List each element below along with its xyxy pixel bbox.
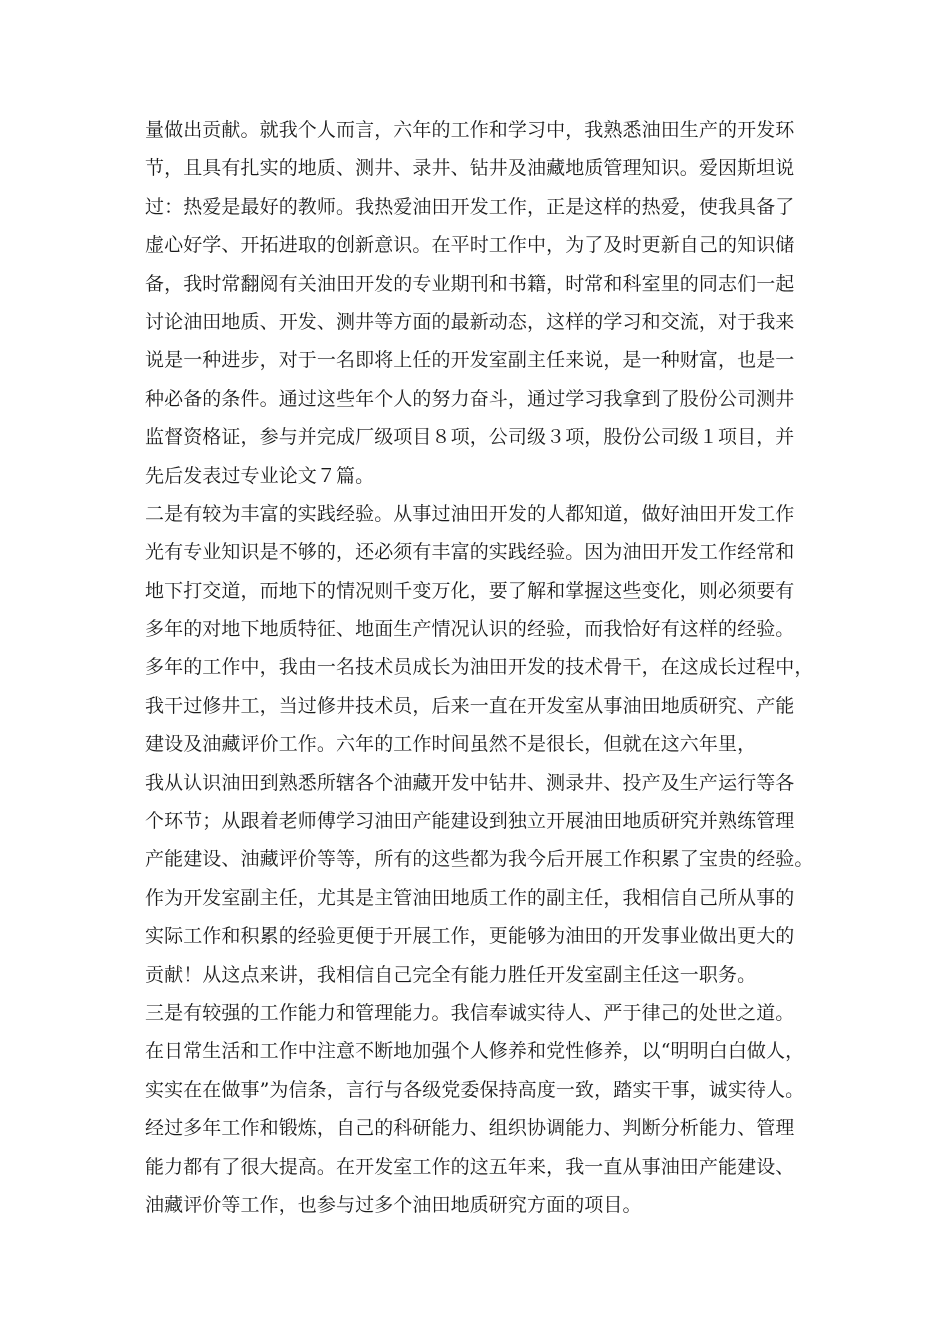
- text-line: 建设及油藏评价工作。六年的工作时间虽然不是很长，但就在这六年里，: [145, 733, 757, 756]
- text-line: 备，我时常翻阅有关油田开发的专业期刊和书籍，时常和科室里的同志们一起: [145, 272, 795, 295]
- text-line: 光有专业知识是不够的，还必须有丰富的实践经验。因为油田开发工作经常和: [145, 541, 795, 564]
- text-line: 经过多年工作和锻炼，自己的科研能力、组织协调能力、判断分析能力、管理: [145, 1117, 795, 1140]
- text-line: 我从认识油田到熟悉所辖各个油藏开发中钻井、测录井、投产及生产运行等各: [145, 771, 795, 794]
- text-line: 地下打交道，而地下的情况则千变万化，要了解和掌握这些变化，则必须要有: [145, 579, 795, 602]
- text-line: 多年的工作中，我由一名技术员成长为油田开发的技术骨干，在这成长过程中，: [145, 656, 814, 679]
- text-line: 先后发表过专业论文７篇。: [145, 464, 375, 487]
- text-line: 我干过修井工，当过修井技术员，后来一直在开发室从事油田地质研究、产能: [145, 694, 795, 717]
- text-line: 作为开发室副主任，尤其是主管油田地质工作的副主任，我相信自己所从事的: [145, 886, 795, 909]
- text-line: 三是有较强的工作能力和管理能力。我信奉诚实待人、严于律己的处世之道。: [145, 1001, 795, 1024]
- text-line: 节，且具有扎实的地质、测井、录井、钻井及油藏地质管理知识。爱因斯坦说: [145, 157, 795, 180]
- text-line: 监督资格证，参与并完成厂级项目８项，公司级３项，股份公司级１项目，并: [145, 426, 795, 449]
- text-line: 说是一种进步，对于一名即将上任的开发室副主任来说，是一种财富，也是一: [145, 349, 795, 372]
- text-line: 量做出贡献。就我个人而言，六年的工作和学习中，我熟悉油田生产的开发环: [145, 119, 795, 141]
- text-line: 虚心好学、开拓进取的创新意识。在平时工作中，为了及时更新自己的知识储: [145, 234, 795, 257]
- text-line: 讨论油田地质、开发、测井等方面的最新动态，这样的学习和交流，对于我来: [145, 310, 795, 333]
- text-line: 实实在在做事”为信条，言行与各级党委保持高度一致，踏实干事，诚实待人。: [145, 1078, 805, 1101]
- text-line: 油藏评价等工作，也参与过多个油田地质研究方面的项目。: [145, 1193, 642, 1216]
- body-text: [145, 111, 825, 1224]
- text-line: 过：热爱是最好的教师。我热爱油田开发工作，正是这样的热爱，使我具备了: [145, 195, 795, 218]
- text-line: 多年的对地下地质特征、地面生产情况认识的经验，而我恰好有这样的经验。: [145, 618, 795, 641]
- text-line: 能力都有了很大提高。在开发室工作的这五年来，我一直从事油田产能建设、: [145, 1155, 795, 1178]
- text-line: 贡献！从这点来讲，我相信自己完全有能力胜任开发室副主任这一职务。: [145, 963, 757, 986]
- text-line: 在日常生活和工作中注意不断地加强个人修养和党性修养，以“明明白白做人，: [145, 1040, 805, 1063]
- text-line: 实际工作和积累的经验更便于开展工作，更能够为油田的开发事业做出更大的: [145, 925, 795, 948]
- text-line: 种必备的条件。通过这些年个人的努力奋斗，通过学习我拿到了股份公司测井: [145, 387, 795, 410]
- text-line: 个环节；从跟着老师傅学习油田产能建设到独立开展油田地质研究并熟练管理: [145, 810, 795, 833]
- text-line: 二是有较为丰富的实践经验。从事过油田开发的人都知道，做好油田开发工作: [145, 502, 795, 525]
- text-line: 产能建设、油藏评价等等，所有的这些都为我今后开展工作积累了宝贵的经验。: [145, 848, 814, 871]
